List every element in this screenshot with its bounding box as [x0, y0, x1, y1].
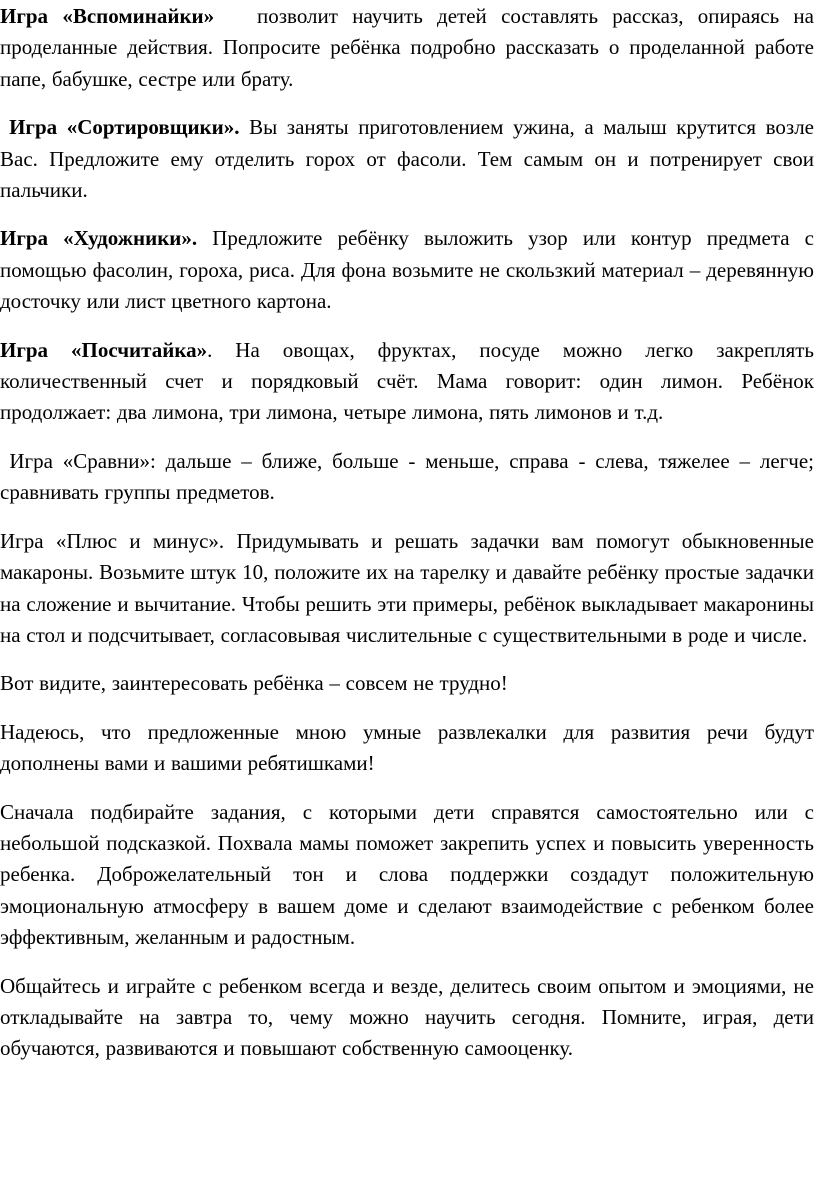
spacer [240, 115, 250, 139]
paragraph-text: Игра «Плюс и минус». Придумывать и решать задачки вам помогут обыкновенные макароны. Возьмите штук 10, положите их на тарелку и давайте ребёнку простые задачки на сложение и вычитание. Чтобы решить эти примеры, ребёнок выкладывает макаронины на стол и подсчитывает, согласовывая числительные с существительными в роде и числе. [0, 528, 814, 647]
spacer [197, 226, 212, 250]
paragraph-hope [0, 717, 814, 780]
spacer [214, 4, 257, 28]
paragraph-text: Игра «Сравни»: дальше – ближе, больше - меньше, справа - слева, тяжелее – легче; сравнивать группы предметов. [0, 448, 815, 505]
game-title-poschitayka: Игра «Посчитайка» [0, 337, 208, 362]
paragraph-text: . На овощах, фруктах, посуде можно легко закреплять количественный счет и порядковый счёт. Мама говорит: один лимон. Ребёнок продолжает: два лимона, три лимона, четыре лимона, пять лимонов и т.д. [0, 337, 814, 425]
paragraph-text: Вот видите, заинтересовать ребёнка – совсем не трудно! [0, 671, 508, 696]
spacer [0, 449, 9, 473]
paragraph-text: Вы заняты приготовлением ужина, а малыш крутится возле Вас. Предложите ему отделить горох от фасоли. Тем самым он и потренирует свои пальчики. [0, 115, 815, 203]
paragraph-text: Общайтесь и играйте с ребенком всегда и везде, делитесь своим опытом и эмоциями, не откладывайте на завтра то, чему можно научить сегодня. Помните, играя, дети обучаются, развиваются и повышают собственную самооценку. [0, 973, 814, 1061]
paragraph-text: Сначала подбирайте задания, с которыми дети справятся самостоятельно или с небольшой подсказкой. Похвала мамы поможет закрепить успех и повысить уверенность ребенка. Доброжелательный тон и слова поддержки создадут положительную эмоциональную атмосферу в вашем доме и сделают взаимодействие с ребенком более эффективным, желанным и радостным. [0, 799, 814, 950]
paragraph-game-sortirovshchiki [0, 112, 814, 206]
paragraph-conclusion [0, 668, 814, 699]
paragraph-final [0, 971, 814, 1065]
paragraph-game-poschitayka [0, 335, 814, 429]
game-title-vspominayki: Игра «Вспоминайки» [0, 4, 215, 28]
paragraph-text: Надеюсь, что предложенные мною умные развлекалки для развития речи будут дополнены вами и вашими ребятишками! [0, 719, 814, 776]
game-title-sortirovshchiki: Игра «Сортировщики». [9, 115, 240, 140]
paragraph-game-plyus-minus [0, 526, 814, 652]
paragraph-game-vspominayki [0, 0, 814, 95]
game-title-khudozhniki: Игра «Художники». [0, 226, 198, 251]
spacer [0, 115, 9, 139]
paragraph-game-khudozhniki [0, 223, 814, 317]
paragraph-advice [0, 797, 814, 954]
paragraph-game-sravni [0, 446, 814, 509]
paragraph-text: позволит научить детей составлять рассказ, опираясь на проделанные действия. Попросите ребёнка подробно рассказать о проделанной работе папе, бабушке, сестре или брату. [0, 4, 814, 91]
paragraph-text: Предложите ребёнку выложить узор или контур предмета с помощью фасолин, гороха, риса. Для фона возьмите не скользкий материал – деревянную досточку или лист цветного картона. [0, 226, 815, 314]
